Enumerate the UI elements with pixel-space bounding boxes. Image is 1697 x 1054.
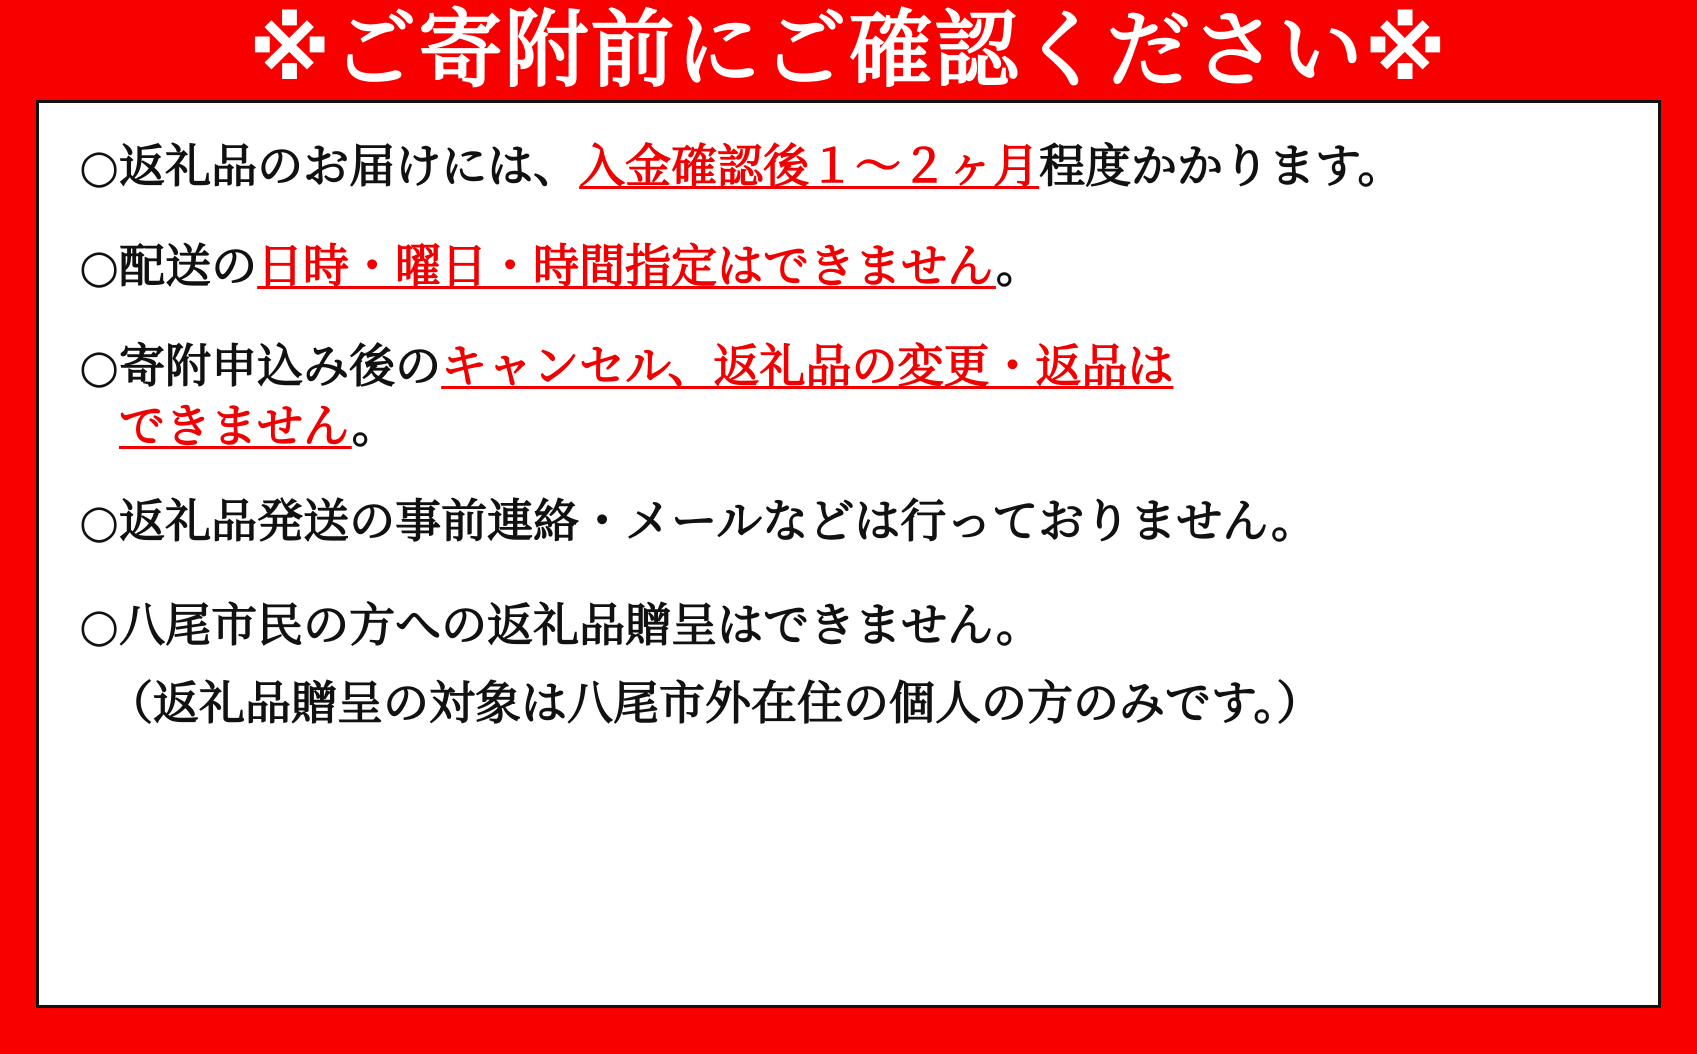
list-marker: ○	[79, 494, 120, 549]
notice-text-highlight-line2: できません	[119, 398, 352, 453]
notice-text-highlight: キャンセル、返礼品の変更・返品は	[441, 338, 1174, 393]
notice-text-prefix: 配送の	[119, 238, 258, 293]
notice-text-highlight: 入金確認後１～２ヶ月	[579, 139, 1040, 194]
list-marker: ○	[79, 238, 120, 293]
notice-text-suffix: 程度かかります。	[1039, 139, 1404, 194]
notice-item-residents-excluded	[79, 596, 1618, 734]
list-marker: ○	[79, 139, 120, 194]
notice-item-no-cancel	[79, 337, 1618, 457]
notice-text-suffix: 。	[995, 238, 1042, 293]
notice-text-highlight: 日時・曜日・時間指定はできません	[257, 238, 996, 293]
notice-text-prefix: 寄附申込み後の	[119, 338, 442, 393]
notice-text-prefix: 返礼品のお届けには、	[119, 139, 580, 194]
notice-item-residents-excluded-note: （返礼品贈呈の対象は八尾市外在住の個人の方のみです。）	[107, 675, 1323, 730]
notice-text-suffix: 。	[351, 398, 398, 453]
notice-text-prefix: 八尾市民の方への返礼品贈呈はできません。	[119, 598, 1042, 653]
list-marker: ○	[79, 338, 120, 393]
notice-item-no-date-designation	[79, 237, 1618, 297]
list-marker: ○	[79, 598, 120, 653]
notice-item-no-cancel-line2	[79, 397, 1618, 457]
notice-body	[36, 100, 1661, 1008]
notice-item-no-advance-notice	[79, 492, 1618, 552]
notice-text-prefix: 返礼品発送の事前連絡・メールなどは行っておりません。	[119, 494, 1317, 549]
notice-item-delivery-time	[79, 137, 1618, 197]
page-title: ※ご寄附前にご確認ください※	[248, 1, 1449, 99]
